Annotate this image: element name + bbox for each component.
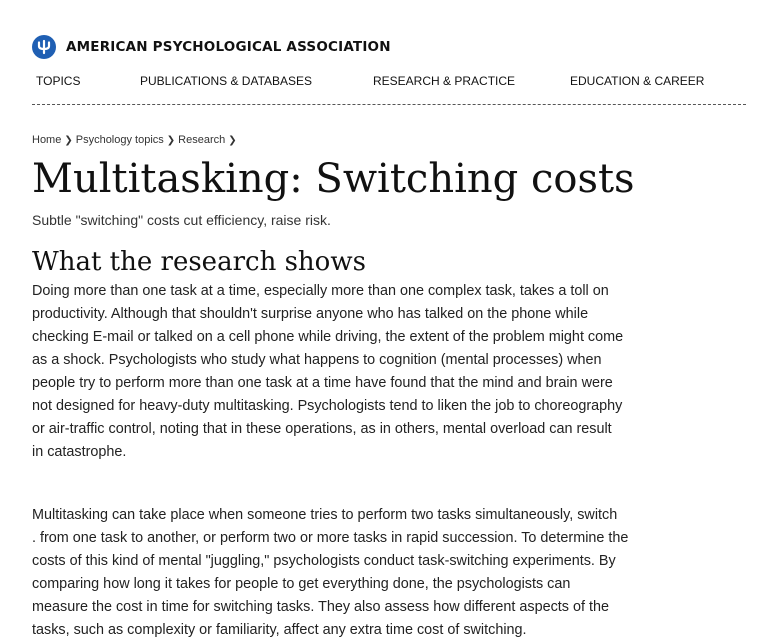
paragraph-line: in catastrophe. (32, 444, 127, 460)
brand[interactable] (32, 34, 746, 60)
breadcrumb-home[interactable]: Home (32, 134, 62, 146)
paragraph-line: checking E-mail or talked on a cell phone while driving, the extent of the problem might come (32, 329, 624, 345)
psi-glyph-icon (36, 39, 52, 55)
chevron-right-icon: ❯ (228, 135, 237, 146)
main-nav (32, 74, 746, 105)
nav-education-career[interactable]: EDUCATION & CAREER (570, 74, 705, 88)
nav-publications-databases[interactable]: PUBLICATIONS & DATABASES (140, 74, 313, 88)
paragraph-line: costs of this kind of mental "juggling," psychologists conduct task-switching experiments. By (32, 553, 616, 569)
page-title: Multitasking: Switching costs (32, 156, 635, 202)
article-paragraph-2 (32, 504, 748, 642)
site-name[interactable]: AMERICAN PSYCHOLOGICAL ASSOCIATION (66, 39, 391, 55)
paragraph-line: . from one task to another, or perform two or more tasks in rapid succession. To determine the (32, 530, 629, 546)
paragraph-line: productivity. Although that shouldn't surprise anyone who has talked on the phone while (32, 306, 589, 322)
chevron-right-icon: ❯ (64, 135, 73, 146)
paragraph-line: comparing how long it takes for people to get everything done, the psychologists can (32, 576, 571, 592)
nav-topics[interactable]: TOPICS (36, 74, 81, 88)
breadcrumb-research[interactable]: Research (178, 134, 226, 146)
paragraph-line: not designed for heavy-duty multitasking. Psychologists tend to liken the job to choreography (32, 398, 623, 414)
site-header (32, 34, 746, 105)
nav-research-practice[interactable]: RESEARCH & PRACTICE (373, 74, 516, 88)
paragraph-line: tasks, such as complexity or familiarity, affect any extra time cost of switching. (32, 622, 527, 638)
paragraph-line: measure the cost in time for switching tasks. They also assess how different aspects of the (32, 599, 609, 615)
paragraph-line: Doing more than one task at a time, especially more than one complex task, takes a toll on (32, 283, 609, 299)
paragraph-line: people try to perform more than one task at a time have found that the mind and brain were (32, 375, 613, 391)
article-paragraph-1 (32, 280, 748, 464)
apa-psi-logo-icon[interactable] (32, 35, 56, 59)
breadcrumb (32, 134, 240, 146)
paragraph-line: or air-traffic control, noting that in these operations, as in others, mental overload can result (32, 421, 612, 437)
chevron-right-icon: ❯ (166, 135, 176, 146)
paragraph-line: Multitasking can take place when someone tries to perform two tasks simultaneously, switch (32, 507, 618, 523)
breadcrumb-psychology-topics[interactable]: Psychology topics (75, 134, 164, 146)
section-title: What the research shows (32, 247, 366, 277)
page-subtitle: Subtle "switching" costs cut efficiency, raise risk. (32, 212, 331, 228)
paragraph-line: as a shock. Psychologists who study what happens to cognition (mental processes) when (32, 352, 602, 368)
